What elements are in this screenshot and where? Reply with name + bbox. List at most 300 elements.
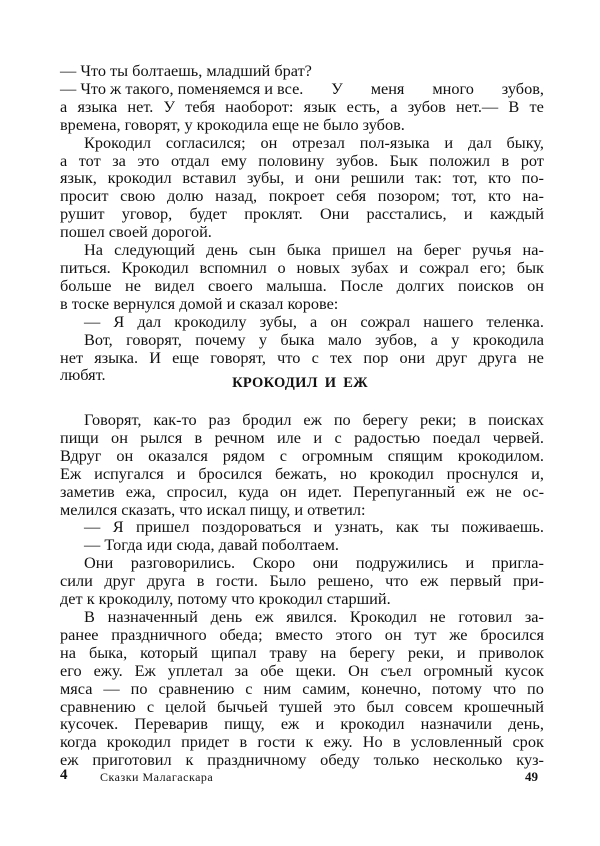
word: Они [84,553,114,573]
word: бык [516,257,544,277]
word: с [279,445,287,465]
word: потому [432,678,482,698]
word: с [334,427,342,447]
text-line [60,644,544,662]
word: и [295,168,304,188]
word: обе [260,660,284,680]
word: еж [254,606,274,626]
word: ручья [472,240,512,260]
word: идет. [307,481,342,501]
word: — [84,311,101,331]
word: это [137,150,160,170]
word: быка, [88,642,128,662]
text-line [60,518,544,536]
word: — Что ты болтаешь, младший брат? [60,61,312,80]
word: поживаешь. [461,517,544,537]
word: сили [60,571,93,591]
word: он [384,624,402,644]
text-line [60,483,544,501]
word: еж [60,750,79,770]
word: — Что ж такого, поменяемся и все. [60,78,304,98]
word: сожрал [360,311,411,331]
story-text [60,411,544,769]
word: языка. [94,347,139,367]
word: пищи [60,427,99,447]
word: день, [508,714,544,734]
word: поздороваться [201,517,302,537]
word: радостью [354,427,421,447]
word: и [315,714,325,734]
word: покроет [268,186,325,206]
word: Вдруг [60,445,102,465]
word: заметив [60,481,115,501]
text-line [60,187,544,205]
word: зубов, [375,329,418,349]
text-line [60,313,544,331]
word: мелился сказать, что искал пищу, и ответил: [60,499,366,519]
page-number: 49 [525,769,538,784]
word: друга [478,347,517,367]
word: реки; [420,410,457,429]
word: рядом [222,445,265,465]
word: в [392,732,401,752]
word: готовил [458,606,513,626]
word: быку, [506,132,544,152]
word: к [185,750,194,770]
word: крокодилу [174,311,247,331]
word: Скоро [252,553,296,573]
text-line [60,134,544,152]
word: Крокодил [84,132,152,152]
text-line [60,152,544,170]
word: просит [60,186,109,206]
word: целой [165,696,207,716]
word: этого [335,624,373,644]
word: друг [436,347,468,367]
word: Он [348,660,369,680]
word: о [277,257,286,277]
word: меня [370,78,405,98]
word: в [196,571,205,591]
word: еж [419,571,439,591]
word: сожрал [419,257,469,277]
word: зубах [351,257,389,277]
word: а [310,311,318,331]
word: день [206,240,238,260]
word: тушей [278,696,323,716]
word: гости. [215,571,258,591]
word: с [245,678,253,698]
word: раз [208,410,231,429]
word: это [333,696,356,716]
word: по [130,678,148,698]
word: бросился [198,463,263,483]
word: рушит [60,204,105,224]
text-line [60,572,544,590]
word: ранее [60,624,99,644]
word: наоборот: [225,96,294,116]
word: пошел своей дорогой. [60,222,212,242]
word: решено, [317,571,374,591]
word: Крокодил [349,606,417,626]
word: расстались, [366,204,447,224]
text-line [60,169,544,187]
word: Еж [134,660,156,680]
word: ос- [522,481,544,501]
word: кусочек. [60,714,119,734]
word: ежу. [93,660,123,680]
word: обеду [320,750,360,770]
word: с [311,347,319,367]
word: а [430,329,438,349]
word: обеда; [219,624,263,644]
word: когда [60,732,97,752]
word: пор [363,347,389,367]
word: в [468,410,477,429]
word: кто [488,186,511,206]
word: бросился [480,624,544,644]
word: язык, [60,168,97,188]
word: позором; [377,186,440,206]
word: малыша. [266,275,327,295]
word: а [60,96,68,116]
word: пищу, [224,714,265,734]
word: проклят. [244,204,303,224]
word: Бык [389,150,418,170]
word: языка [77,96,118,116]
word: куда [238,481,269,501]
word: и [463,204,473,224]
word: по- [521,168,544,188]
word: он [330,311,348,331]
word: спящим [387,445,443,465]
word: питься. [60,257,111,277]
word: не [527,347,544,367]
word: иле [276,427,302,447]
text-line [60,277,544,295]
word: уплетал [167,660,223,680]
word: поисках [488,410,544,429]
word: же [449,624,468,644]
text-line [60,223,544,241]
word: еж [280,714,300,734]
word: долгих [396,275,445,295]
word: на- [522,186,544,206]
word: Я [112,517,124,537]
word: он [260,132,278,152]
word: почему [195,329,246,349]
word: тот [78,150,101,170]
word: Но [362,732,383,752]
word: говорят, [126,329,182,349]
word: Переварив [134,714,208,734]
word: в [239,732,248,752]
story-end-text [60,62,544,384]
word: отдал [170,150,210,170]
word: они [399,347,426,367]
book-title: Сказки Малагаскара [100,770,214,784]
word: он [111,427,128,447]
text-line [60,662,544,680]
word: на [396,240,413,260]
word: подружились [355,553,448,573]
word: будет [189,204,227,224]
word: Я [113,311,125,331]
word: поедал [432,427,481,447]
word: придет [181,732,230,752]
word: испугался [94,463,164,483]
word: тебя [185,96,215,116]
text-line [60,411,544,429]
text-line [60,205,544,223]
word: по [333,410,351,429]
word: ежу. [323,732,353,752]
word: Было [269,571,307,591]
text-line [60,536,544,554]
word: а [60,150,68,170]
word: положил [429,150,490,170]
word: зубы, [246,168,285,188]
word: у [258,329,267,349]
word: тут [414,624,437,644]
text-line [60,590,544,608]
word: на [60,642,76,662]
word: в [501,150,510,170]
word: берег [423,240,462,260]
word: У [163,96,176,116]
word: крокодил [106,732,171,752]
word: его; [479,257,506,277]
word: следующий [114,240,196,260]
word: и [444,132,454,152]
word: тот, [452,168,478,188]
word: дал [467,132,492,152]
word: На [84,240,103,260]
word: Они [320,204,350,224]
word: крокодил [107,168,172,188]
text-line [60,259,544,277]
word: — Тогда иди сюда, давай поболтаем. [84,535,339,555]
word: любят. [60,365,106,385]
word: ты [431,517,450,537]
word: дет к крокодилу, потому что крокодил старший. [60,589,391,609]
word: рылся [140,427,183,447]
word: рот [520,150,544,170]
text-line [60,241,544,259]
word: теленка. [486,311,544,331]
text-line [60,608,544,626]
word: реки, [407,642,444,662]
word: они [314,168,341,188]
word: крошечный [463,696,544,716]
word: крокодила [472,329,544,349]
word: назначили [420,714,493,734]
word: на [320,642,337,662]
text-line [60,465,544,483]
word: не [495,481,512,501]
word: После [340,275,384,295]
word: день [210,606,243,626]
word: не [429,606,446,626]
word: поисков [457,275,514,295]
word: бродил [242,410,292,429]
word: видел [154,275,195,295]
word: в тоске вернулся домой и сказал корове: [60,293,339,313]
word: явился. [286,606,338,626]
text-line [60,295,544,313]
word: за- [524,606,544,626]
word: — [103,678,120,698]
word: назначенный [107,606,198,626]
word: нет. [127,96,154,116]
word: Перепуганный [352,481,456,501]
word: праздничному [207,750,307,770]
word: те [529,96,544,116]
word: мяса [60,678,93,698]
word: времена, говорят, у крокодила еще не было зубов. [60,114,405,134]
word: зубов, [501,78,544,98]
word: который [140,642,198,662]
word: пригла- [491,553,544,573]
word: что [277,347,301,367]
word: в [194,427,203,447]
word: мало [327,329,362,349]
text-line [60,715,544,733]
word: назад, [215,186,258,206]
word: только [373,750,420,770]
word: друга [146,571,186,591]
section-title: КРОКОДИЛ И ЕЖ [232,375,368,391]
text-line [60,554,544,572]
word: по [527,678,544,698]
word: язык [303,96,337,116]
word: первый [449,571,502,591]
word: праздничного [111,624,207,644]
word: он [116,445,134,465]
word: тех [329,347,353,367]
word: при- [512,571,544,591]
word: Крокодил [121,257,189,277]
text-line [60,680,544,698]
word: ему [221,150,247,170]
word: был [366,696,394,716]
word: своего [207,275,253,295]
word: сравнению [60,696,136,716]
word: так: [414,168,442,188]
word: они [312,553,339,573]
word: пришел [332,240,386,260]
word: кто [488,168,511,188]
word: свою [120,186,156,206]
word: ним [263,678,292,698]
text-line [60,349,544,367]
word: нет.— [456,96,499,116]
word: дал [137,311,162,331]
word: огромным [301,445,373,465]
word: вставил [182,168,237,188]
word: и [465,553,475,573]
word: куз- [516,750,544,770]
word: уговор, [121,204,173,224]
text-line [60,116,544,134]
signature-mark: 4 [60,767,68,783]
word: речном [214,427,265,447]
word: ежа, [125,481,156,501]
word: что [492,678,517,698]
word: сравнению [158,678,235,698]
text-line [60,626,544,644]
text-line [60,62,544,80]
word: Еж [60,463,82,483]
word: Вот, [84,329,113,349]
word: щипал [210,642,257,662]
text-line [60,733,544,751]
word: гости [257,732,296,752]
word: срок [512,732,544,752]
word: — [84,517,101,537]
word: новых [296,257,341,277]
word: тот, [451,186,477,206]
word: как [395,517,419,537]
word: еж [466,481,485,501]
word: съел [380,660,412,680]
word: и [176,463,186,483]
word: Говорят, [84,410,142,429]
word: отрезал [292,132,345,152]
word: на- [522,240,544,260]
word: У [331,78,343,98]
word: есть, [346,96,381,116]
word: и [456,642,466,662]
word: друг [104,571,136,591]
word: кусок [504,660,544,680]
word: щеки. [295,660,337,680]
text-line [60,698,544,716]
word: условленный [410,732,503,752]
word: его [60,660,82,680]
word: еще [172,347,200,367]
word: несколько [433,750,503,770]
word: крокодилом. [457,445,544,465]
word: у [451,329,460,349]
word: половину [258,150,325,170]
word: пол-языка [359,132,430,152]
word: зубы, [259,311,297,331]
text-line [60,429,544,447]
word: берегу [362,410,409,429]
word: каждый [489,204,544,224]
text-line [60,331,544,349]
word: совсем [404,696,453,716]
word: за [112,150,126,170]
word: согласился; [165,132,246,152]
word: пришел [136,517,190,537]
word: много [432,78,474,98]
word: крокодил [340,714,405,734]
text-line [60,80,544,98]
word: он [279,481,297,501]
word: но [339,463,357,483]
word: и, [531,463,544,483]
word: разговорились. [130,553,236,573]
word: берегу [349,642,395,662]
word: зубов. [335,150,379,170]
word: как-то [153,410,197,429]
word: и [399,257,409,277]
word: оказался [148,445,208,465]
word: В [84,606,95,626]
word: нашего [423,311,474,331]
